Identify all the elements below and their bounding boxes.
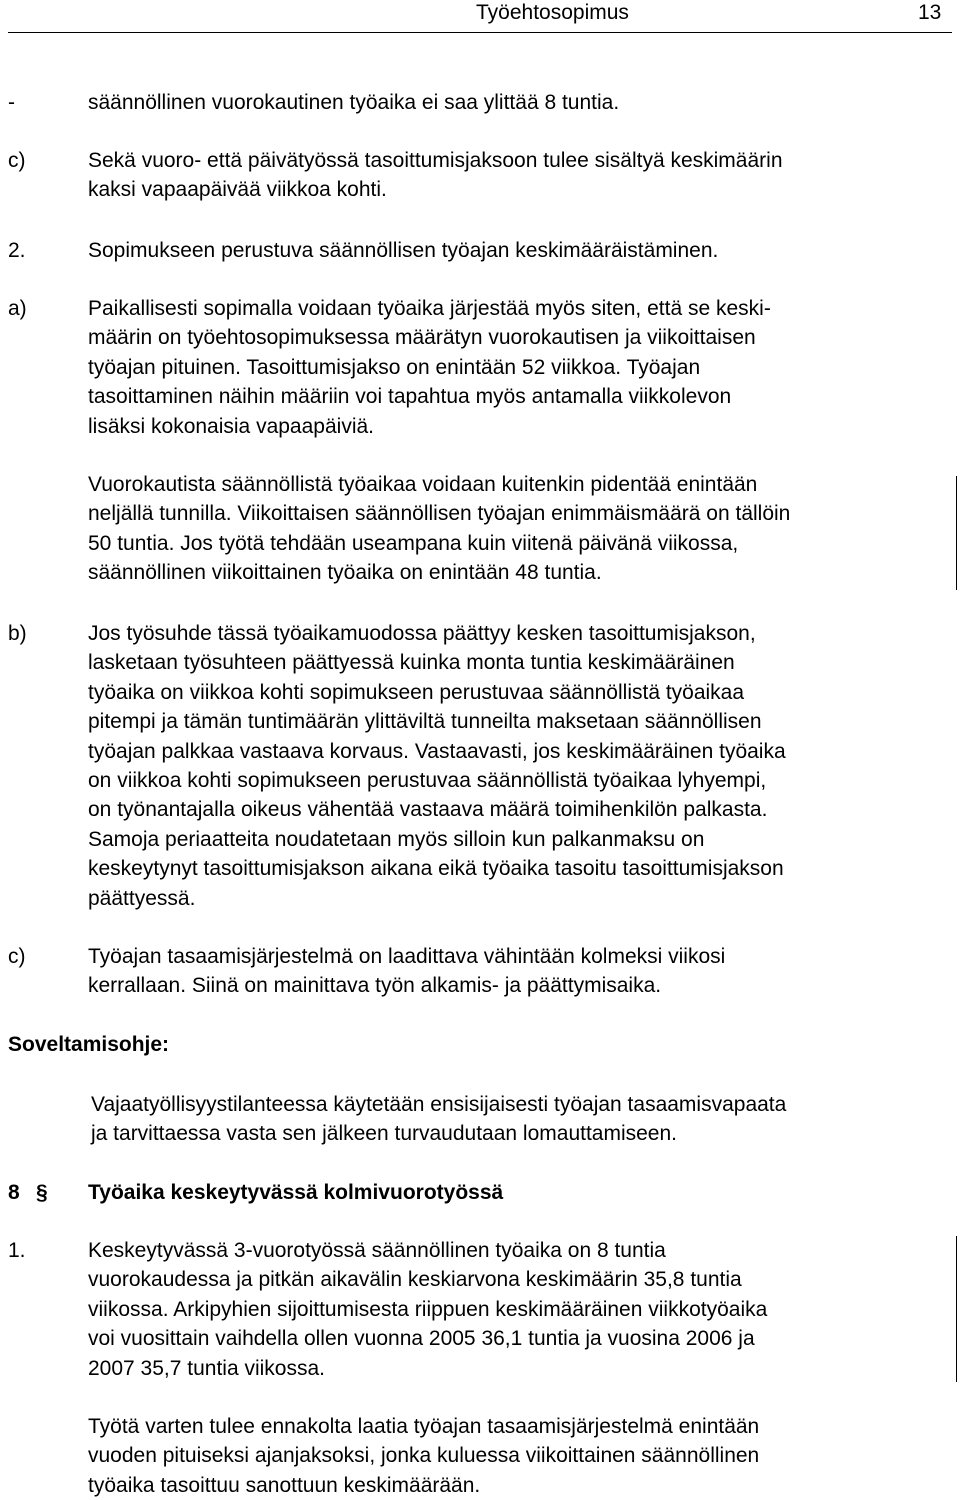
- paragraph: [88, 1412, 948, 1500]
- text-line: Jos työsuhde tässä työaikamuodossa päättyy kesken tasoittumisjakson,: [88, 622, 756, 645]
- text-line: tasoittaminen näihin määriin voi tapahtua myös antamalla viikkolevon: [88, 385, 732, 409]
- paragraph: [88, 146, 948, 205]
- text-line: viikossa. Arkipyhien sijoittumisesta riippuen keskimääräinen viikkotyöaika: [88, 1297, 768, 1321]
- text-line: Työtä varten tulee ennakolta laatia työajan tasaamisjärjestelmä enintään: [88, 1415, 760, 1438]
- text-line: voi vuosittain vaihdella ollen vuonna 2005 36,1 tuntia ja vuosina 2006 ja: [88, 1327, 755, 1351]
- paragraph: [88, 236, 948, 265]
- text-line: 50 tuntia. Jos työtä tehdään useampana kuin viitenä päivänä viikossa,: [88, 531, 739, 555]
- text-line: ja tarvittaessa vasta sen jälkeen turvaudutaan lomauttamiseen.: [91, 1122, 678, 1146]
- text-line: työajan pituinen. Tasoittumisjakso on enintään 52 viikkoa. Työajan: [88, 355, 701, 379]
- page-number: 13: [918, 1, 942, 24]
- text-line: on työnantajalla oikeus vähentää vastaava määrä toimihenkilön palkasta.: [88, 798, 768, 822]
- list-marker: b): [8, 622, 27, 645]
- text-line: Työaika keskeytyvässä kolmivuorotyössä: [88, 1181, 504, 1204]
- list-marker: a): [8, 297, 27, 320]
- list-marker: 2.: [8, 239, 26, 262]
- paragraph: [88, 619, 948, 913]
- text-line: on viikkoa kohti sopimukseen perustuvaa säännöllistä työaikaa lyhyempi,: [88, 769, 767, 793]
- paragraph: [91, 1090, 951, 1149]
- text-line: vuorokaudessa ja pitkän aikavälin keskiarvona keskimäärin 35,8 tuntia: [88, 1268, 742, 1292]
- text-line: lisäksi kokonaisia vapaapäiviä.: [88, 414, 374, 438]
- text-line: Keskeytyvässä 3-vuorotyössä säännöllinen työaika on 8 tuntia: [88, 1239, 666, 1262]
- text-line: Sopimukseen perustuva säännöllisen työajan keskimääräistäminen.: [88, 239, 719, 262]
- guidance-heading: Soveltamisohje:: [8, 1033, 170, 1056]
- header-divider: [8, 32, 952, 33]
- list-marker: c): [8, 149, 26, 172]
- text-line: työajan palkkaa vastaava korvaus. Vastaavasti, jos keskimääräinen työaika: [88, 739, 786, 763]
- document-title: Työehtosopimus: [476, 1, 629, 24]
- paragraph: [88, 294, 948, 441]
- text-line: Vajaatyöllisyystilanteessa käytetään ensisijaisesti työajan tasaamisvapaata: [91, 1093, 787, 1116]
- text-line: työaika on viikkoa kohti sopimukseen perustuvaa säännöllistä työaikaa: [88, 680, 745, 704]
- text-line: säännöllinen viikoittainen työaika on enintään 48 tuntia.: [88, 561, 602, 585]
- text-line: neljällä tunnilla. Viikoittaisen säännöllisen työajan enimmäismäärä on tällöin: [88, 502, 791, 526]
- section-sign: §: [36, 1181, 48, 1204]
- text-line: säännöllinen vuorokautinen työaika ei saa ylittää 8 tuntia.: [88, 91, 620, 114]
- text-line: työaika tasoittuu sanottuun keskimäärään.: [88, 1473, 481, 1497]
- page-header: [0, 0, 960, 34]
- paragraph: [88, 942, 948, 1001]
- list-marker: -: [8, 91, 15, 114]
- text-line: kerrallaan. Siinä on mainittava työn alkamis- ja päättymisaika.: [88, 974, 662, 998]
- text-line: päättyessä.: [88, 886, 196, 910]
- text-line: vuoden pituiseksi ajanjaksoksi, jonka kuluessa viikoittainen säännöllinen: [88, 1444, 760, 1468]
- text-line: 2007 35,7 tuntia viikossa.: [88, 1356, 325, 1380]
- revision-bar: [956, 476, 957, 590]
- text-line: keskeytynyt tasoittumisjakson aikana eikä työaika tasoitu tasoittumisjakson: [88, 857, 784, 881]
- text-line: kaksi vapaapäivää viikkoa kohti.: [88, 178, 387, 202]
- paragraph: [88, 88, 948, 117]
- text-line: määrin on työehtosopimuksessa määrätyn vuorokautisen ja viikoittaisen: [88, 326, 756, 350]
- section-title: [88, 1178, 948, 1207]
- text-line: Vuorokautista säännöllistä työaikaa voidaan kuitenkin pidentää enintään: [88, 473, 758, 496]
- text-line: Työajan tasaamisjärjestelmä on laadittava vähintään kolmeksi viikosi: [88, 945, 726, 968]
- list-marker: 1.: [8, 1239, 26, 1262]
- text-line: Paikallisesti sopimalla voidaan työaika järjestää myös siten, että se keski-: [88, 297, 771, 320]
- text-line: lasketaan työsuhteen päättyessä kuinka monta tuntia keskimääräinen: [88, 651, 735, 675]
- list-marker: c): [8, 945, 26, 968]
- paragraph: [88, 1236, 948, 1383]
- text-line: Samoja periaatteita noudatetaan myös silloin kun palkanmaksu on: [88, 827, 705, 851]
- paragraph: [88, 470, 948, 588]
- section-number: 8: [8, 1181, 20, 1204]
- text-line: Sekä vuoro- että päivätyössä tasoittumisjaksoon tulee sisältyä keskimäärin: [88, 149, 783, 172]
- text-line: pitempi ja tämän tuntimäärän ylittäviltä tunneilta maksetaan säännöllisen: [88, 710, 762, 734]
- revision-bar: [956, 1236, 957, 1382]
